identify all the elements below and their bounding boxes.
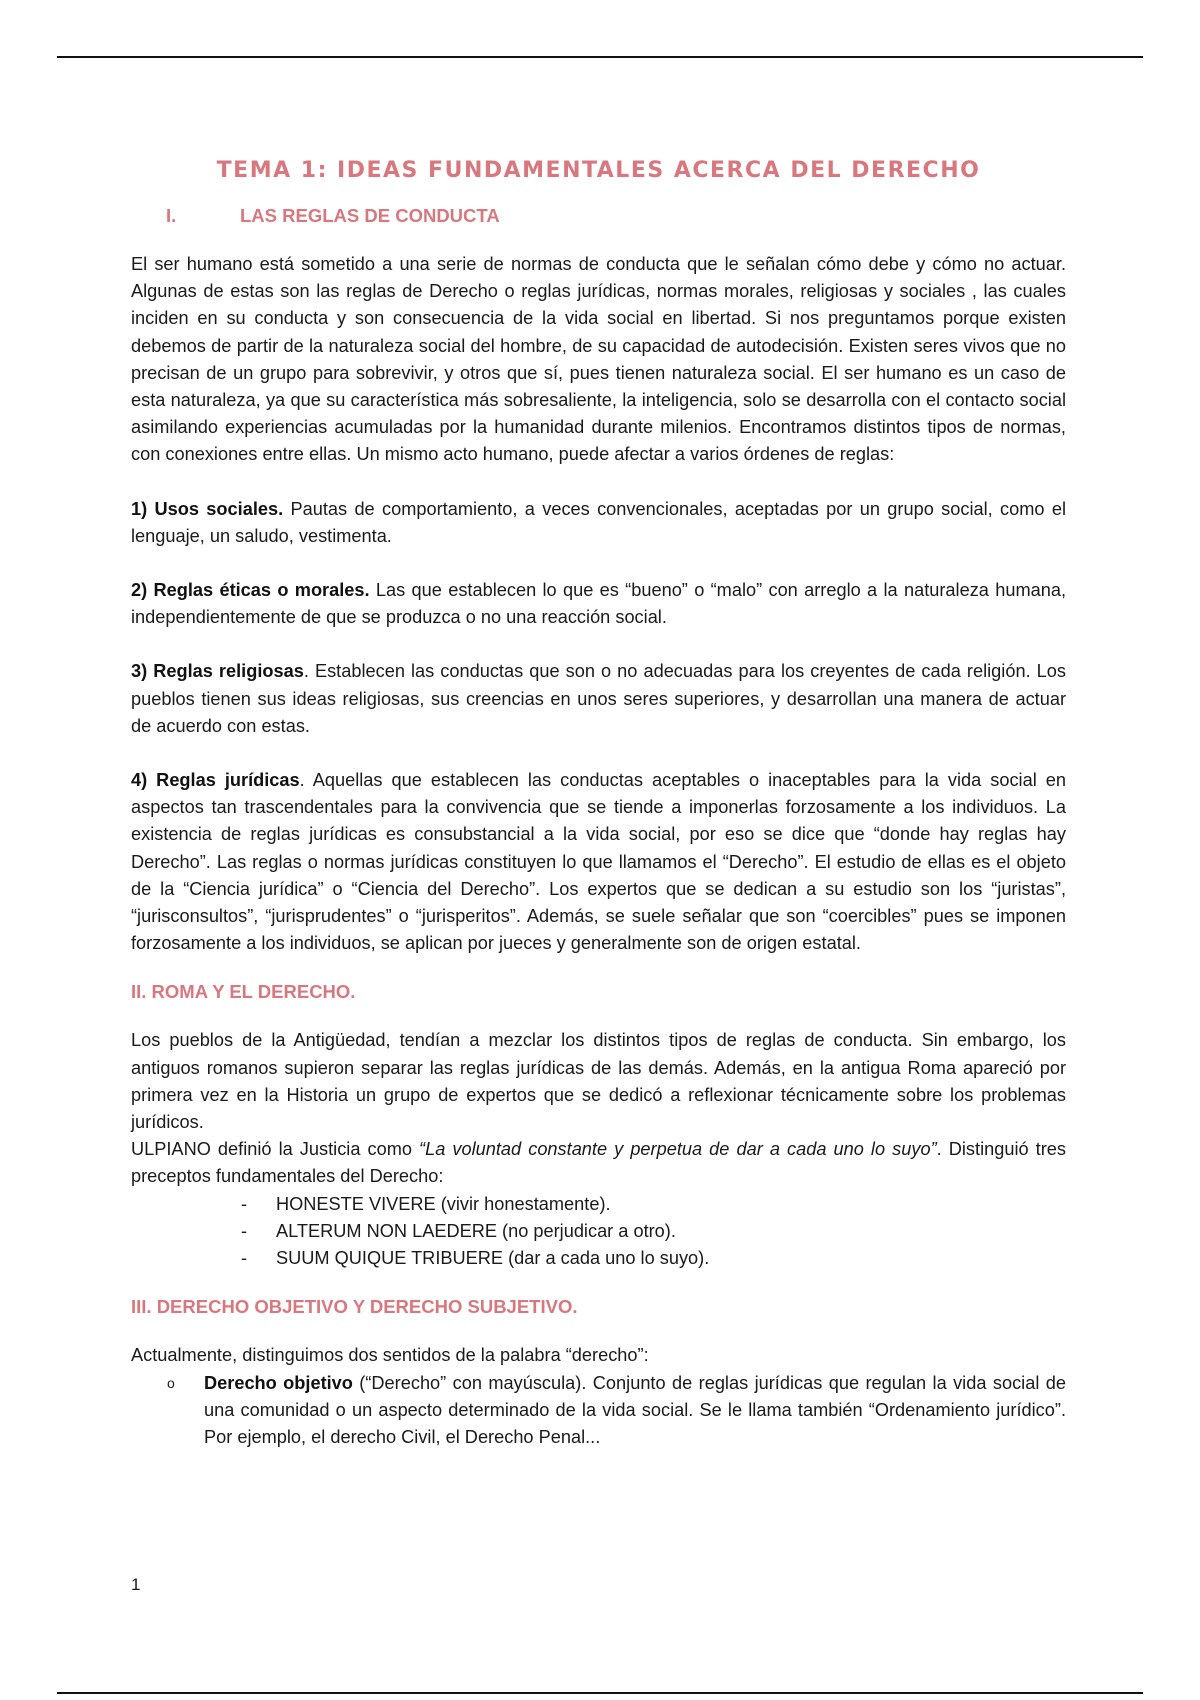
dash-bullet: - [241,1193,248,1214]
page-number: 1 [131,1575,141,1594]
list-item [241,1191,1066,1218]
rule-text: Pautas de comportamiento, a veces convencionales, aceptadas por un grupo social, como el lenguaje, un saludo, vestimenta. [131,498,1066,546]
list-item [167,1370,1066,1452]
rule-usos-sociales [131,496,1066,550]
derecho-item-text [204,1370,1066,1452]
derecho-intro: Actualmente, distinguimos dos sentidos de la palabra “derecho”: [131,1345,649,1366]
derecho-list [131,1370,1066,1452]
derecho-term: Derecho objetivo [204,1372,353,1393]
list-item [241,1218,1066,1245]
rule-religiosas [131,658,1066,740]
ulpiano-paragraph [131,1136,1066,1190]
precept-text: SUUM QUIQUE TRIBUERE (dar a cada uno lo suyo). [276,1248,710,1269]
section-title: LAS REGLAS DE CONDUCTA [240,205,500,226]
rule-juridicas [131,767,1066,957]
precept-text: ALTERUM NON LAEDERE (no perjudicar a otro). [276,1220,676,1241]
circle-bullet: o [167,1374,175,1391]
rule-term: 1) Usos sociales. [131,498,284,519]
footer-rule [57,1692,1143,1694]
header-rule [57,56,1143,58]
roma-paragraph: Los pueblos de la Antigüedad, tendían a mezclar los distintos tipos de reglas de conducta. Sin embargo, los antiguos romanos supieron separar las reglas jurídicas de las demás. Además, en la antigua Roma apareció por primera vez en la Historia un grupo de expertos que se dedicó a reflexionar técnicamente sobre los problemas jurídicos. [131,1030,1066,1133]
ulpiano-quote: “La voluntad constante y perpetua de dar a cada uno lo suyo” [419,1139,937,1160]
section-heading-3: III. DERECHO OBJETIVO Y DERECHO SUBJETIVO. [131,1296,578,1318]
derecho-desc: (“Derecho” con mayúscula). Conjunto de reglas jurídicas que regulan la vida social de una comunidad o un aspecto determinado de la vida social. Se le llama también “Ordenamiento jurídico”. Por ejemplo, el derecho Civil, el Derecho Penal... [204,1372,1066,1447]
intro-paragraph: El ser humano está sometido a una serie de normas de conducta que le señalan cómo debe y cómo no actuar. Algunas de estas son las reglas de Derecho o reglas jurídicas, normas morales, religiosas y sociales , las cuales inciden en su conducta y son consecuencia de la vida social en libertad. Si nos preguntamos porque existen debemos de partir de la naturaleza social del hombre, de su capacidad de autodecisión. Existen seres vivos que no precisan de un grupo para sobrevivir, y otros que sí, pues tienen naturaleza social. El ser humano es un caso de esta naturaleza, ya que su característica más sobresaliente, la inteligencia, solo se desarrolla con el contacto social asimilando experiencias acumuladas por la humanidad durante milenios. Encontramos distintos tipos de normas, con conexiones entre ellas. Un mismo acto humano, puede afectar a varios órdenes de reglas: [131,254,1066,465]
section-heading-2: II. ROMA Y EL DERECHO. [131,981,356,1003]
rule-text: . Establecen las conductas que son o no adecuadas para los creyentes de cada religión. Los pueblos tienen sus ideas religiosas, sus creencias en unos seres superiores, y desarrollan una manera de actuar de acuerdo con estas. [131,661,1066,736]
precepts-list [131,1191,1066,1273]
section-number: I. [166,205,177,226]
rule-eticas-morales [131,577,1066,631]
section-heading-1 [166,205,1066,227]
document-title: TEMA 1: IDEAS FUNDAMENTALES ACERCA DEL DERECHO [216,158,981,183]
ulpiano-text-end: . Distinguió tres preceptos fundamentales del Derecho: [131,1139,1066,1187]
rule-text: Las que establecen lo que es “bueno” o “malo” con arreglo a la naturaleza humana, independientemente de que se produzca o no una reacción social. [131,580,1066,628]
rule-term: 4) Reglas jurídicas [131,770,300,791]
dash-bullet: - [241,1248,248,1269]
ulpiano-text: ULPIANO definió la Justicia como [131,1139,420,1160]
dash-bullet: - [241,1220,248,1241]
rule-term: 3) Reglas religiosas [131,661,304,682]
document-body [131,150,1066,1451]
rule-term: 2) Reglas éticas o morales. [131,580,370,601]
precept-text: HONESTE VIVERE (vivir honestamente). [276,1193,611,1214]
rule-text: . Aquellas que establecen las conductas aceptables o inaceptables para la vida social en aspectos tan trascendentales para la convivencia que se tiende a imponerlas forzosamente a los individuos. La existencia de reglas jurídicas es consubstancial a la vida social, por eso se dice que “donde hay reglas hay Derecho”. Las reglas o normas jurídicas constituyen lo que llamamos el “Derecho”. El estudio de ellas es el objeto de la “Ciencia jurídica” o “Ciencia del Derecho”. Los expertos que se dedican a su estudio son los “juristas”, “jurisconsultos”, “jurisprudentes” o “jurisperitos”. Además, se suele señalar que son “coercibles” pues se imponen forzosamente a los individuos, se aplican por jueces y generalmente son de origen estatal. [131,770,1066,954]
list-item [241,1245,1066,1272]
